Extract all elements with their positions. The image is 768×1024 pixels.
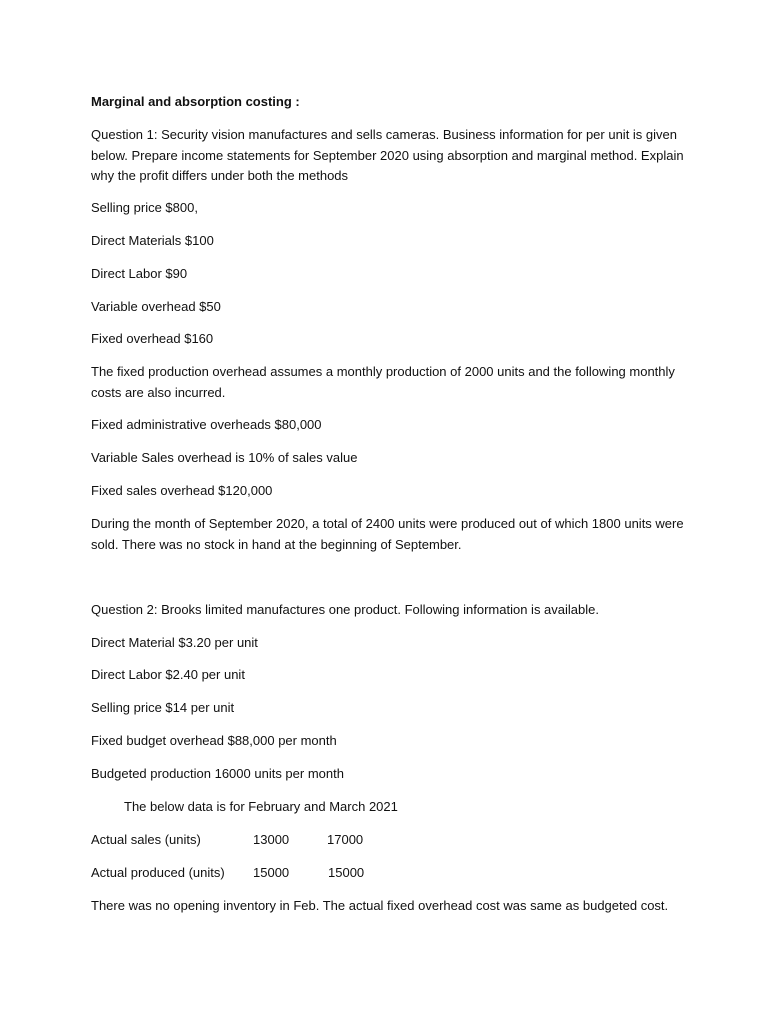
- q1-cost-1: Fixed administrative overheads $80,000: [91, 417, 322, 432]
- q1-cost-3: Fixed sales overhead $120,000: [91, 483, 273, 498]
- question-1-text: Question 1: Security vision manufactures and sells cameras. Business information for per unit is given below. Prepare income statements for September 2020 using absorption and marginal method. Explain why the profit differs under both the methods: [91, 127, 684, 183]
- q1-item-1: Selling price $800,: [91, 200, 198, 215]
- q2-row-value-mar: 17000: [327, 832, 364, 847]
- document-heading: Marginal and absorption costing :: [91, 94, 300, 109]
- q2-data-intro: The below data is for February and March 2021: [124, 799, 398, 814]
- q2-item-4: Fixed budget overhead $88,000 per month: [91, 733, 337, 748]
- q2-closing-note: There was no opening inventory in Feb. The actual fixed overhead cost was same as budgeted cost.: [91, 898, 669, 913]
- q2-item-3: Selling price $14 per unit: [91, 700, 235, 715]
- q2-item-5: Budgeted production 16000 units per month: [91, 766, 344, 781]
- q2-row-label: Actual produced (units): [91, 865, 225, 880]
- question-2-text: Question 2: Brooks limited manufactures one product. Following information is available.: [91, 602, 599, 617]
- q2-row-value-mar: 15000: [328, 865, 365, 880]
- q1-item-2: Direct Materials $100: [91, 233, 214, 248]
- q2-item-2: Direct Labor $2.40 per unit: [91, 667, 245, 682]
- q2-row-label: Actual sales (units): [91, 832, 201, 847]
- q1-overhead-note: The fixed production overhead assumes a monthly production of 2000 units and the following monthly costs are also incurred.: [91, 364, 675, 400]
- q1-item-4: Variable overhead $50: [91, 299, 221, 314]
- q2-row-value-feb: 13000: [253, 832, 290, 847]
- q1-item-5: Fixed overhead $160: [91, 331, 214, 346]
- q2-item-1: Direct Material $3.20 per unit: [91, 635, 258, 650]
- q2-row-value-feb: 15000: [253, 865, 290, 880]
- q1-cost-2: Variable Sales overhead is 10% of sales value: [91, 450, 358, 465]
- q1-production-note: During the month of September 2020, a total of 2400 units were produced out of which 1800 units were sold. There was no stock in hand at the beginning of September.: [91, 516, 684, 552]
- q1-item-3: Direct Labor $90: [91, 266, 188, 281]
